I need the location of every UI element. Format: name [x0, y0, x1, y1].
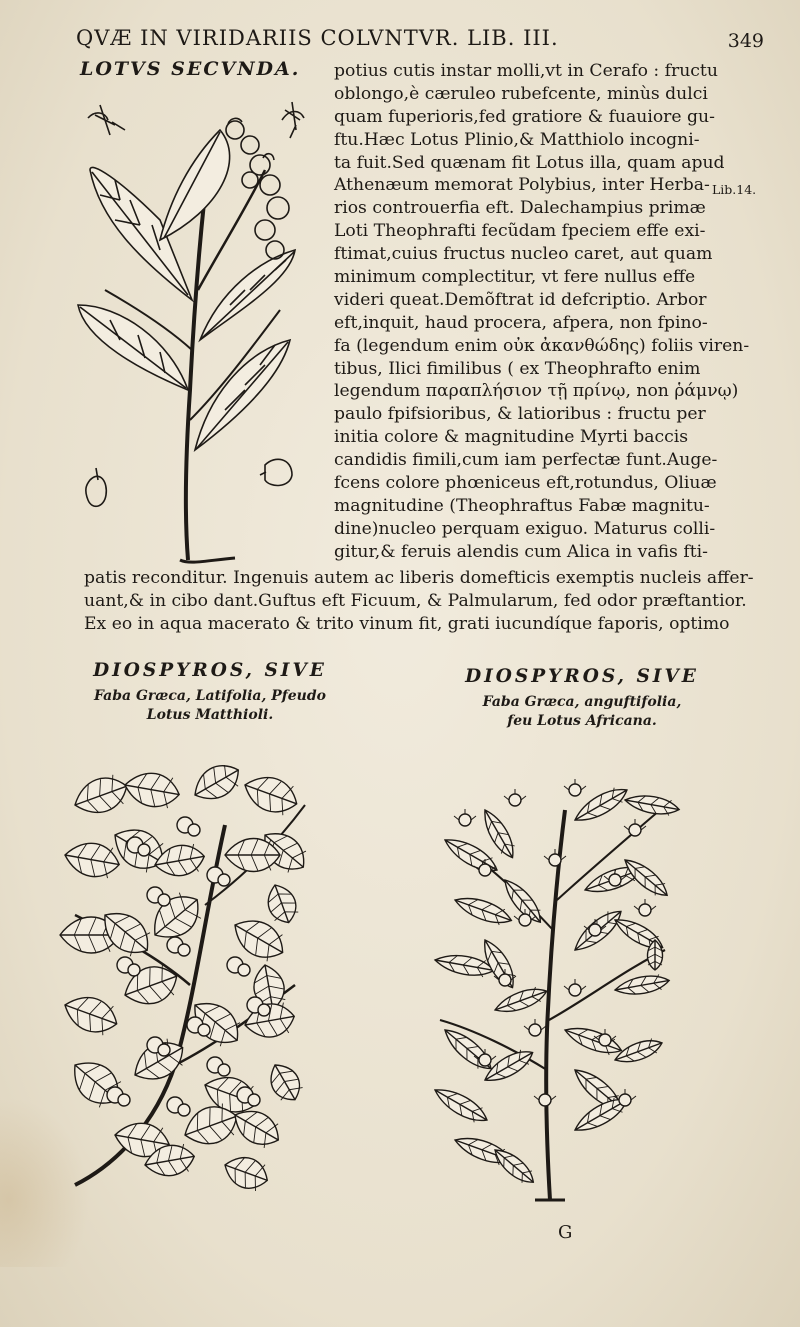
text-line: minimum complectitur, vt fere nullus effe	[334, 267, 696, 288]
running-head: QVÆ IN VIRIDARIIS COLVNTVR. LIB. III.	[76, 26, 559, 50]
text-line: legendum παραπλήσιον τῇ πρίνῳ, non ῥάμνῳ)	[334, 381, 739, 402]
text-line: Athenæum memorat Polybius, inter Herba-	[334, 175, 710, 196]
text-line: patis reconditur. Ingenuis autem ac liberis domefticis exemptis nucleis affer-	[84, 568, 754, 588]
caption-right-line2: feu Lotus Africana.	[507, 713, 657, 729]
caption-right-line1: Faba Græca, anguftifolia,	[482, 694, 682, 710]
text-line: eft,inquit, haud procera, afpera, non fpino-	[334, 312, 708, 333]
text-line: ftimat,cuius fructus nucleo caret, aut quam	[334, 244, 713, 265]
diospyros-latifolia-illustration	[55, 765, 325, 1205]
margin-note: Lib.14.	[712, 182, 757, 197]
text-line: candidis fimili,cum iam perfectæ funt.Auge-	[334, 450, 718, 471]
lotus-illustration	[60, 90, 340, 570]
text-line: uant,& in cibo dant.Guftus eft Ficuum, & Palmularum, fed odor præftantior.	[84, 590, 747, 611]
text-line: videri queat.Demõftrat id defcriptio. Arbor	[334, 289, 707, 310]
body-text-full-width	[84, 567, 754, 636]
text-line: tibus, Ilici fimilibus ( ex Theophrafto enim	[334, 358, 701, 379]
text-line: initia colore & magnitudine Myrti baccis	[334, 427, 689, 448]
caption-right	[432, 666, 732, 731]
page-number: 349	[727, 30, 764, 52]
signature-mark: G	[558, 1222, 573, 1243]
diospyros-angustifolia-illustration	[425, 770, 685, 1210]
text-line: paulo fpifsioribus, & latioribus : fructu per	[334, 404, 706, 425]
caption-left	[60, 660, 360, 725]
caption-left-title: DIOSPYROS, SIVE	[93, 660, 327, 681]
text-line: oblongo,è cæruleo rubefcente, minùs dulci	[334, 83, 708, 104]
caption-left-line1: Faba Græca, Latifolia, Pfeudo	[94, 688, 326, 704]
text-line: fa (legendum enim οὐκ ἀκανθώδης) foliis viren-	[334, 335, 750, 356]
text-line: gitur,& feruis alendis cum Alica in vafis fti-	[334, 541, 708, 562]
text-line: Ex eo in aqua macerato & trito vinum fit, grati iucundíque faporis, optimo	[84, 613, 730, 634]
text-line: potius cutis instar molli,vt in Cerafo : fructu	[334, 61, 718, 81]
caption-right-title: DIOSPYROS, SIVE	[465, 666, 699, 687]
text-line: ta fuit.Sed quænam fit Lotus illa, quam apud	[334, 152, 725, 173]
text-line: magnitudine (Theophraftus Fabæ magnitu-	[334, 495, 710, 516]
text-line: quam fuperioris,fed gratiore & fuauiore gu-	[334, 106, 715, 127]
text-line: fcens colore phœniceus eft,rotundus, Oliuæ	[334, 473, 717, 494]
plant-title: LOTVS SECVNDA.	[80, 58, 301, 80]
text-line: rios controuerfia eft. Dalechampius primæ	[334, 198, 706, 219]
text-line: dine)nucleo perquam exiguo. Maturus colli-	[334, 518, 716, 539]
caption-left-line2: Lotus Matthioli.	[146, 707, 274, 723]
text-line: ftu.Hæc Lotus Plinio,& Matthiolo incogni-	[334, 129, 700, 150]
text-line: Loti Theophrafti fecũdam fpeciem effe exi-	[334, 221, 706, 242]
